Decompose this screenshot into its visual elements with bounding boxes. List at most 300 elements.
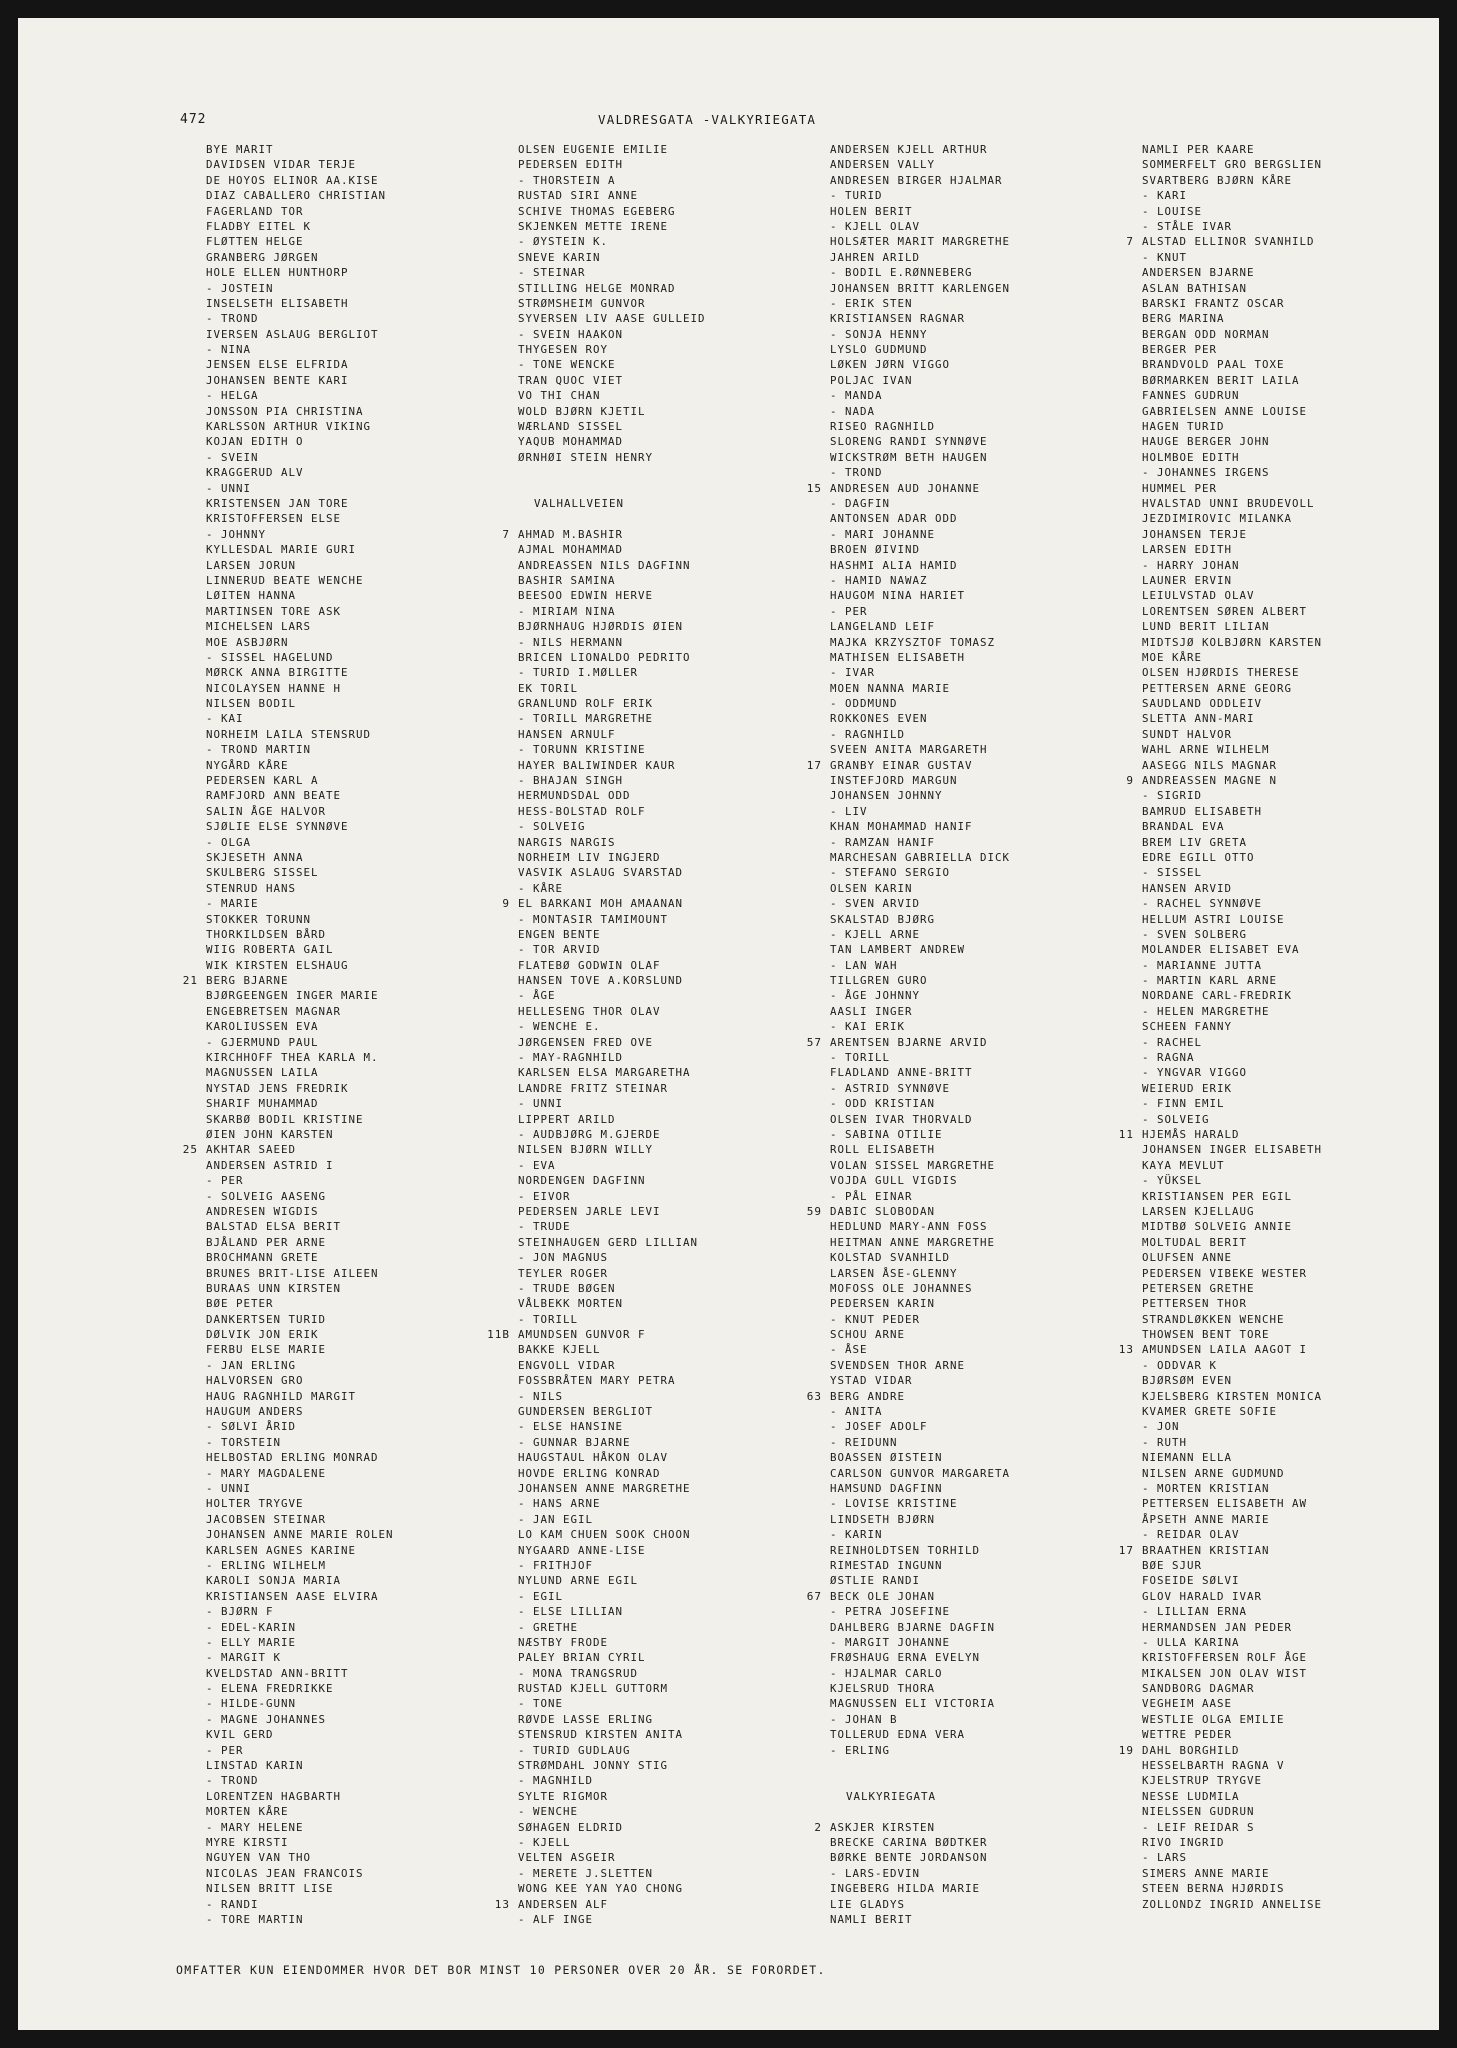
resident-entry: - GJERMUND PAUL [206, 1035, 319, 1049]
resident-entry: - UNNI [206, 481, 252, 495]
resident-entry: RIVO INGRID [1142, 1835, 1225, 1849]
resident-entry: BARSKI FRANTZ OSCAR [1142, 296, 1285, 310]
resident-entry: KYLLESDAL MARIE GURI [206, 543, 357, 557]
resident-entry: - SØLVI ÅRID [206, 1420, 297, 1434]
resident-entry: SCHIVE THOMAS EGEBERG [518, 204, 676, 218]
resident-entry [478, 896, 798, 911]
resident-entry: NILSEN BJØRN WILLY [518, 1143, 654, 1157]
resident-entry: - ÅGE [518, 989, 556, 1003]
resident-entry: - TROND [830, 466, 883, 480]
resident-entry: KRISTIANSEN PER EGIL [1142, 1189, 1293, 1203]
resident-entry: HOLSÆTER MARIT MARGRETHE [830, 235, 1011, 249]
house-number: 15 [806, 481, 822, 495]
resident-entry: BERGAN ODD NORMAN [1142, 327, 1270, 341]
resident-entry: BØRKE BENTE JORDANSON [830, 1851, 988, 1865]
resident-entry: - MARIE [206, 897, 259, 911]
resident-entry: KRISTOFFERSEN ELSE [206, 512, 342, 526]
resident-entry: - ASTRID SYNNØVE [830, 1081, 951, 1095]
resident-entry: VOJDA GULL VIGDIS [830, 1174, 958, 1188]
resident-entry: - JOHNNY [206, 527, 267, 541]
resident-name: ALSTAD ELLINOR SVANHILD [1142, 235, 1315, 249]
resident-entry: WAHL ARNE WILHELM [1142, 743, 1270, 757]
resident-entry: KRISTIANSEN AASE ELVIRA [206, 1589, 379, 1603]
resident-entry: NILSEN BODIL [206, 697, 297, 711]
resident-entry: MOLTUDAL BERIT [1142, 1235, 1248, 1249]
resident-entry: BØE SJUR [1142, 1558, 1203, 1572]
resident-entry: HERMUNDSDAL ODD [518, 789, 631, 803]
resident-entry: HOLEN BERIT [830, 204, 913, 218]
resident-name: ANDERSEN ALF [518, 1897, 609, 1911]
resident-entry: KJELSRUD THORA [830, 1682, 936, 1696]
resident-entry: FLØTTEN HELGE [206, 235, 304, 249]
resident-entry: OLSEN HJØRDIS THERESE [1142, 666, 1300, 680]
resident-entry: - TURID [830, 189, 883, 203]
resident-entry: SCHOU ARNE [830, 1328, 906, 1342]
resident-entry: GLOV HARALD IVAR [1142, 1589, 1263, 1603]
resident-entry: - ERLING WILHELM [206, 1558, 327, 1572]
resident-entry [790, 1204, 1110, 1219]
resident-entry: - ANITA [830, 1405, 883, 1419]
resident-entry: HOVDE ERLING KONRAD [518, 1466, 661, 1480]
resident-entry: DØLVIK JON ERIK [206, 1328, 319, 1342]
resident-entry [790, 1589, 1110, 1604]
resident-entry: LAUNER ERVIN [1142, 573, 1233, 587]
resident-entry: - HELEN MARGRETHE [1142, 1004, 1270, 1018]
resident-name: EL BARKANI MOH AMAANAN [518, 897, 684, 911]
resident-entry: PEDERSEN EDITH [518, 158, 624, 172]
resident-entry: NICOLAS JEAN FRANCOIS [206, 1866, 364, 1880]
resident-entry: - LOVISE KRISTINE [830, 1497, 958, 1511]
resident-entry: FERBU ELSE MARIE [206, 1343, 327, 1357]
resident-entry: NESSE LUDMILA [1142, 1789, 1240, 1803]
resident-entry: FRØSHAUG ERNA EVELYN [830, 1651, 981, 1665]
resident-entry: - MONA TRANGSRUD [518, 1666, 639, 1680]
resident-entry: WIK KIRSTEN ELSHAUG [206, 958, 349, 972]
resident-entry [790, 1035, 1110, 1050]
resident-entry: - STÅLE IVAR [1142, 219, 1233, 233]
resident-entry: FLADLAND ANNE-BRITT [830, 1066, 973, 1080]
resident-entry: - MARGIT JOHANNE [830, 1635, 951, 1649]
resident-entry: SKJENKEN METTE IRENE [518, 219, 669, 233]
resident-entry: - MARY HELENE [206, 1820, 304, 1834]
resident-entry: - LILLIAN ERNA [1142, 1605, 1248, 1619]
resident-name: AMUNDSEN GUNVOR F [518, 1328, 646, 1342]
resident-entry: - REIDUNN [830, 1435, 898, 1449]
house-number: 21 [182, 974, 198, 988]
resident-entry: JØRGENSEN FRED OVE [518, 1035, 654, 1049]
resident-entry: AJMAL MOHAMMAD [518, 543, 624, 557]
resident-entry: - MARGIT K [206, 1651, 282, 1665]
resident-entry: MAJKA KRZYSZTOF TOMASZ [830, 635, 996, 649]
resident-entry: SVEEN ANITA MARGARETH [830, 743, 988, 757]
resident-entry: HOLMBOE EDITH [1142, 450, 1240, 464]
column-3 [790, 142, 1110, 1927]
resident-entry: LØITEN HANNA [206, 589, 297, 603]
resident-entry: BJÅLAND PER ARNE [206, 1235, 327, 1249]
resident-entry: - JAN ERLING [206, 1358, 297, 1372]
resident-entry: PEDERSEN KARIN [830, 1297, 936, 1311]
resident-entry: KJELSTRUP TRYGVE [1142, 1774, 1263, 1788]
resident-entry: MYRE KIRSTI [206, 1835, 289, 1849]
resident-entry: - PER [206, 1174, 244, 1188]
resident-entry: - JOHAN B [830, 1712, 898, 1726]
resident-entry: LANGELAND LEIF [830, 620, 936, 634]
resident-entry: - PER [830, 604, 868, 618]
resident-entry: FLATEBØ GODWIN OLAF [518, 958, 661, 972]
resident-entry: SALIN ÅGE HALVOR [206, 804, 327, 818]
resident-entry: JOHANSEN ANNE MARGRETHE [518, 1481, 691, 1495]
resident-entry: STRØMDAHL JONNY STIG [518, 1759, 669, 1773]
resident-entry: - TONE WENCKE [518, 358, 616, 372]
resident-entry: - HJALMAR CARLO [830, 1666, 943, 1680]
resident-entry: STEINHAUGEN GERD LILLIAN [518, 1235, 699, 1249]
resident-entry [478, 1327, 798, 1342]
resident-entry: - MAGNE JOHANNES [206, 1712, 327, 1726]
resident-entry: - SOLVEIG AASENG [206, 1189, 327, 1203]
page-number: 472 [180, 112, 207, 127]
resident-entry: SJØLIE ELSE SYNNØVE [206, 820, 349, 834]
resident-entry: RØVDE LASSE ERLING [518, 1712, 654, 1726]
resident-entry: MOLANDER ELISABET EVA [1142, 943, 1300, 957]
resident-entry: KAROLI SONJA MARIA [206, 1574, 342, 1588]
resident-entry: - HAMID NAWAZ [830, 573, 928, 587]
house-number: 13 [494, 1897, 510, 1911]
resident-entry: NYGAARD ANNE-LISE [518, 1543, 646, 1557]
resident-entry: - YNGVAR VIGGO [1142, 1066, 1248, 1080]
resident-entry: ZOLLONDZ INGRID ANNELISE [1142, 1897, 1323, 1911]
resident-entry: BJØRNHAUG HJØRDIS ØIEN [518, 620, 684, 634]
resident-entry: - JAN EGIL [518, 1512, 594, 1526]
resident-entry: DAHLBERG BJARNE DAGFIN [830, 1620, 996, 1634]
resident-entry: DANKERTSEN TURID [206, 1312, 327, 1326]
resident-entry: KARLSEN ELSA MARGARETHA [518, 1066, 691, 1080]
resident-entry: THOWSEN BENT TORE [1142, 1328, 1270, 1342]
resident-entry: MIDTSJØ KOLBJØRN KARSTEN [1142, 635, 1323, 649]
resident-entry: ROLL ELISABETH [830, 1143, 936, 1157]
resident-entry: KRISTENSEN JAN TORE [206, 496, 349, 510]
resident-entry: GUNDERSEN BERGLIOT [518, 1405, 654, 1419]
resident-entry: - ØYSTEIN K. [518, 235, 609, 249]
house-number: 59 [806, 1204, 822, 1218]
resident-entry [1102, 1743, 1422, 1758]
resident-entry: ANDERSEN ASTRID I [206, 1158, 334, 1172]
resident-entry: - ÅGE JOHNNY [830, 989, 921, 1003]
resident-entry: - MONTASIR TAMIMOUNT [518, 912, 669, 926]
resident-entry: SUNDT HALVOR [1142, 727, 1233, 741]
resident-entry: NAMLI PER KAARE [1142, 143, 1255, 156]
resident-entry: - TOR ARVID [518, 943, 601, 957]
resident-entry: PALEY BRIAN CYRIL [518, 1651, 646, 1665]
resident-entry: NYLUND ARNE EGIL [518, 1574, 639, 1588]
resident-entry: AASEGG NILS MAGNAR [1142, 758, 1278, 772]
resident-entry: NYSTAD JENS FREDRIK [206, 1081, 349, 1095]
resident-entry: - MARY MAGDALENE [206, 1466, 327, 1480]
resident-entry: GRANLUND ROLF ERIK [518, 697, 654, 711]
resident-entry: ANDERSEN BJARNE [1142, 266, 1255, 280]
resident-entry: - MAY-RAGNHILD [518, 1051, 624, 1065]
resident-entry: ØRNHØI STEIN HENRY [518, 450, 654, 464]
resident-entry: - NILS HERMANN [518, 635, 624, 649]
resident-entry: LYSLO GUDMUND [830, 343, 928, 357]
resident-entry: HESSELBARTH RAGNA V [1142, 1759, 1285, 1773]
house-number: 17 [806, 758, 822, 772]
resident-entry: HOLE ELLEN HUNTHORP [206, 266, 349, 280]
resident-entry: LANDRE FRITZ STEINAR [518, 1081, 669, 1095]
resident-entry: FOSEIDE SØLVI [1142, 1574, 1240, 1588]
resident-name: GRANBY EINAR GUSTAV [830, 758, 973, 772]
resident-entry: - RAGNA [1142, 1051, 1195, 1065]
resident-entry: STRANDLØKKEN WENCHE [1142, 1312, 1285, 1326]
resident-entry: FAGERLAND TOR [206, 204, 304, 218]
resident-entry: SKULBERG SISSEL [206, 866, 319, 880]
resident-entry [790, 1820, 1110, 1835]
resident-entry: INGEBERG HILDA MARIE [830, 1882, 981, 1896]
resident-entry: HAUGUM ANDERS [206, 1405, 304, 1419]
resident-entry: - RANDI [206, 1897, 259, 1911]
resident-entry: KOJAN EDITH O [206, 435, 304, 449]
house-number: 11B [487, 1328, 510, 1342]
resident-entry: - SISSEL HAGELUND [206, 650, 334, 664]
resident-entry: JONSSON PIA CHRISTINA [206, 404, 364, 418]
resident-entry: SKJESETH ANNA [206, 850, 304, 864]
resident-entry: BRICEN LIONALDO PEDRITO [518, 650, 691, 664]
resident-entry: - TORILL MARGRETHE [518, 712, 654, 726]
resident-entry: LARSEN EDITH [1142, 543, 1233, 557]
resident-entry: NAMLI BERIT [830, 1912, 913, 1926]
resident-entry: SYLTE RIGMOR [518, 1789, 609, 1803]
resident-entry: PEDERSEN JARLE LEVI [518, 1204, 661, 1218]
resident-entry: ENGEN BENTE [518, 927, 601, 941]
resident-entry: - JON MAGNUS [518, 1251, 609, 1265]
resident-entry: - SISSEL [1142, 866, 1203, 880]
resident-entry: - REIDAR OLAV [1142, 1528, 1240, 1542]
resident-entry: ØSTLIE RANDI [830, 1574, 921, 1588]
resident-entry: OLUFSEN ANNE [1142, 1251, 1233, 1265]
resident-entry: - SVEN SOLBERG [1142, 927, 1248, 941]
column-1 [166, 142, 486, 1927]
resident-entry: RIMESTAD INGUNN [830, 1558, 943, 1572]
resident-entry: MORTEN KÅRE [206, 1805, 289, 1819]
house-number: 25 [182, 1143, 198, 1157]
resident-entry: BRECKE CARINA BØDTKER [830, 1835, 988, 1849]
resident-entry: WONG KEE YAN YAO CHONG [518, 1882, 684, 1896]
resident-entry: BJØRSØM EVEN [1142, 1374, 1233, 1388]
resident-entry: GRANBERG JØRGEN [206, 250, 319, 264]
resident-entry: BRANDAL EVA [1142, 820, 1225, 834]
resident-entry: - TURID I.MØLLER [518, 666, 639, 680]
resident-entry: - KNUT PEDER [830, 1312, 921, 1326]
resident-name: BECK OLE JOHAN [830, 1589, 936, 1603]
resident-entry: - RACHEL [1142, 1035, 1203, 1049]
resident-entry: FANNES GUDRUN [1142, 389, 1240, 403]
resident-entry: - MARI JOHANNE [830, 527, 936, 541]
resident-entry: NORHEIM LIV INGJERD [518, 850, 661, 864]
resident-entry: ANTONSEN ADAR ODD [830, 512, 958, 526]
resident-entry: ASLAN BATHISAN [1142, 281, 1248, 295]
resident-entry: FOSSBRÅTEN MARY PETRA [518, 1374, 676, 1388]
resident-entry: SCHEEN FANNY [1142, 1020, 1233, 1034]
resident-entry: MIKALSEN JON OLAV WIST [1142, 1666, 1308, 1680]
resident-entry: STRØMSHEIM GUNVOR [518, 296, 646, 310]
resident-entry: ANDERSEN VALLY [830, 158, 936, 172]
spacer [790, 1773, 1110, 1788]
resident-entry: MARTINSEN TORE ASK [206, 604, 342, 618]
resident-entry: - EGIL [518, 1589, 564, 1603]
resident-entry: LINDSETH BJØRN [830, 1512, 936, 1526]
resident-entry: VO THI CHAN [518, 389, 601, 403]
resident-entry: - RACHEL SYNNØVE [1142, 897, 1263, 911]
resident-entry: SVENDSEN THOR ARNE [830, 1358, 966, 1372]
resident-entry: - LEIF REIDAR S [1142, 1820, 1255, 1834]
house-number: 13 [1118, 1343, 1134, 1357]
resident-entry: ANDRESEN WIGDIS [206, 1204, 319, 1218]
resident-entry: - FRITHJOF [518, 1558, 594, 1572]
resident-entry: - TORILL [830, 1051, 891, 1065]
resident-entry: ANDERSEN KJELL ARTHUR [830, 143, 988, 156]
resident-entry: NARGIS NARGIS [518, 835, 616, 849]
resident-entry: ENGEBRETSEN MAGNAR [206, 1004, 342, 1018]
resident-entry: - ODDMUND [830, 697, 898, 711]
resident-entry: MICHELSEN LARS [206, 620, 312, 634]
resident-entry: LØKEN JØRN VIGGO [830, 358, 951, 372]
resident-entry: - TORILL [518, 1312, 579, 1326]
resident-entry: - EIVOR [518, 1189, 571, 1203]
resident-entry: SKALSTAD BJØRG [830, 912, 936, 926]
page-header: VALDRESGATA -VALKYRIEGATA [598, 112, 817, 127]
resident-entry: JOHANSEN BENTE KARI [206, 373, 349, 387]
resident-entry: - KAI ERIK [830, 1020, 906, 1034]
resident-entry: JEZDIMIROVIC MILANKA [1142, 512, 1293, 526]
resident-name: HJEMÅS HARALD [1142, 1128, 1240, 1141]
resident-entry: JOHANSEN INGER ELISABETH [1142, 1143, 1323, 1157]
resident-entry: - TURID GUDLAUG [518, 1743, 631, 1757]
resident-entry: - BODIL E.RØNNEBERG [830, 266, 973, 280]
resident-entry: AASLI INGER [830, 1004, 913, 1018]
resident-entry: HAYER BALIWINDER KAUR [518, 758, 676, 772]
resident-entry: KJELSBERG KIRSTEN MONICA [1142, 1389, 1323, 1403]
resident-entry: DE HOYOS ELINOR AA.KISE [206, 173, 379, 187]
resident-entry: LARSEN JORUN [206, 558, 297, 572]
resident-entry: ÅPSETH ANNE MARIE [1142, 1512, 1270, 1526]
resident-entry: - RUTH [1142, 1435, 1188, 1449]
column-2 [478, 142, 798, 1927]
resident-entry: KRISTOFFERSEN ROLF ÅGE [1142, 1651, 1308, 1665]
resident-entry: PETERSEN GRETHE [1142, 1281, 1255, 1295]
resident-entry: BYE MARIT [206, 143, 274, 156]
resident-entry: - NILS [518, 1389, 564, 1403]
resident-entry: SAUDLAND ODDLEIV [1142, 697, 1263, 711]
resident-entry: HELLESENG THOR OLAV [518, 1004, 661, 1018]
resident-entry: JOHANSEN JOHNNY [830, 789, 943, 803]
resident-entry [478, 527, 798, 542]
resident-entry: SHARIF MUHAMMAD [206, 1097, 319, 1111]
resident-entry: - ELENA FREDRIKKE [206, 1682, 334, 1696]
resident-entry: HANSEN ARVID [1142, 881, 1233, 895]
resident-entry: - ELSE HANSINE [518, 1420, 624, 1434]
resident-entry: - NADA [830, 404, 876, 418]
resident-entry: YAQUB MOHAMMAD [518, 435, 624, 449]
resident-entry: MIDTBØ SOLVEIG ANNIE [1142, 1220, 1293, 1234]
house-number: 2 [814, 1820, 822, 1834]
resident-entry: LUND BERIT LILIAN [1142, 620, 1270, 634]
resident-entry: SANDBORG DAGMAR [1142, 1682, 1255, 1696]
resident-entry: CARLSON GUNVOR MARGARETA [830, 1466, 1011, 1480]
resident-name: ASKJER KIRSTEN [830, 1820, 936, 1834]
resident-entry: FLADBY EITEL K [206, 219, 312, 233]
resident-entry [1102, 1342, 1422, 1357]
resident-entry: TOLLERUD EDNA VERA [830, 1728, 966, 1742]
resident-entry: LORENTZEN HAGBARTH [206, 1789, 342, 1803]
resident-entry: - WENCHE [518, 1805, 579, 1819]
footer-note: OMFATTER KUN EIENDOMMER HVOR DET BOR MINST 10 PERSONER OVER 20 ÅR. SE FORORDET. [176, 1963, 826, 1977]
resident-entry: ANDREASSEN NILS DAGFINN [518, 558, 691, 572]
resident-entry: MOE ASBJØRN [206, 635, 289, 649]
resident-entry: LIE GLADYS [830, 1897, 906, 1911]
resident-entry: - DAGFIN [830, 496, 891, 510]
resident-entry: - KAI [206, 712, 244, 726]
resident-entry: SKARBØ BODIL KRISTINE [206, 1112, 364, 1126]
resident-entry: EK TORIL [518, 681, 579, 695]
resident-entry: HAUGSTAUL HÅKON OLAV [518, 1451, 669, 1465]
resident-entry: NIEMANN ELLA [1142, 1451, 1233, 1465]
resident-entry: SOMMERFELT GRO BERGSLIEN [1142, 158, 1323, 172]
resident-entry: HASHMI ALIA HAMID [830, 558, 958, 572]
resident-name: DABIC SLOBODAN [830, 1204, 936, 1218]
resident-entry: BRANDVOLD PAAL TOXE [1142, 358, 1285, 372]
resident-entry: STEEN BERNA HJØRDIS [1142, 1882, 1285, 1896]
spacer [478, 481, 798, 496]
resident-entry: MOE KÅRE [1142, 650, 1203, 664]
resident-entry: - ÅSE [830, 1343, 868, 1357]
resident-name: BERG ANDRE [830, 1389, 906, 1403]
resident-entry: WEIERUD ERIK [1142, 1081, 1233, 1095]
resident-entry [478, 1897, 798, 1912]
directory-page [18, 18, 1439, 2030]
resident-entry: KVAMER GRETE SOFIE [1142, 1405, 1278, 1419]
resident-entry: KVIL GERD [206, 1728, 274, 1742]
resident-entry: INSTEFJORD MARGUN [830, 774, 958, 788]
resident-entry: PETTERSEN ARNE GEORG [1142, 681, 1293, 695]
house-number: 63 [806, 1389, 822, 1403]
house-number: 11 [1118, 1128, 1134, 1141]
resident-entry: NILSEN ARNE GUDMUND [1142, 1466, 1285, 1480]
resident-entry: JAHREN ARILD [830, 250, 921, 264]
resident-entry: - ELSE LILLIAN [518, 1605, 624, 1619]
resident-entry: WESTLIE OLGA EMILIE [1142, 1712, 1285, 1726]
resident-entry: KIRCHHOFF THEA KARLA M. [206, 1051, 379, 1065]
resident-entry: HAGEN TURID [1142, 420, 1225, 434]
resident-entry: NÆSTBY FRODE [518, 1635, 609, 1649]
house-number: 9 [1126, 774, 1134, 788]
resident-entry: - EDEL-KARIN [206, 1620, 297, 1634]
resident-entry: SØHAGEN ELDRID [518, 1820, 624, 1834]
resident-entry: TEYLER ROGER [518, 1266, 609, 1280]
resident-entry: - JOHANNES IRGENS [1142, 466, 1270, 480]
resident-entry: HEITMAN ANNE MARGRETHE [830, 1235, 996, 1249]
resident-entry: - MIRIAM NINA [518, 604, 616, 618]
resident-entry: HUMMEL PER [1142, 481, 1218, 495]
resident-entry: - SONJA HENNY [830, 327, 928, 341]
resident-entry: - TRUDE BØGEN [518, 1281, 616, 1295]
resident-entry: BJØRGEENGEN INGER MARIE [206, 989, 379, 1003]
house-number: 57 [806, 1035, 822, 1049]
resident-entry: HESS-BOLSTAD ROLF [518, 804, 646, 818]
resident-entry: - STEINAR [518, 266, 586, 280]
resident-entry: - MORTEN KRISTIAN [1142, 1481, 1270, 1495]
resident-entry: - UNNI [206, 1481, 252, 1495]
resident-entry: BAMRUD ELISABETH [1142, 804, 1263, 818]
resident-entry: NIELSSEN GUDRUN [1142, 1805, 1255, 1819]
